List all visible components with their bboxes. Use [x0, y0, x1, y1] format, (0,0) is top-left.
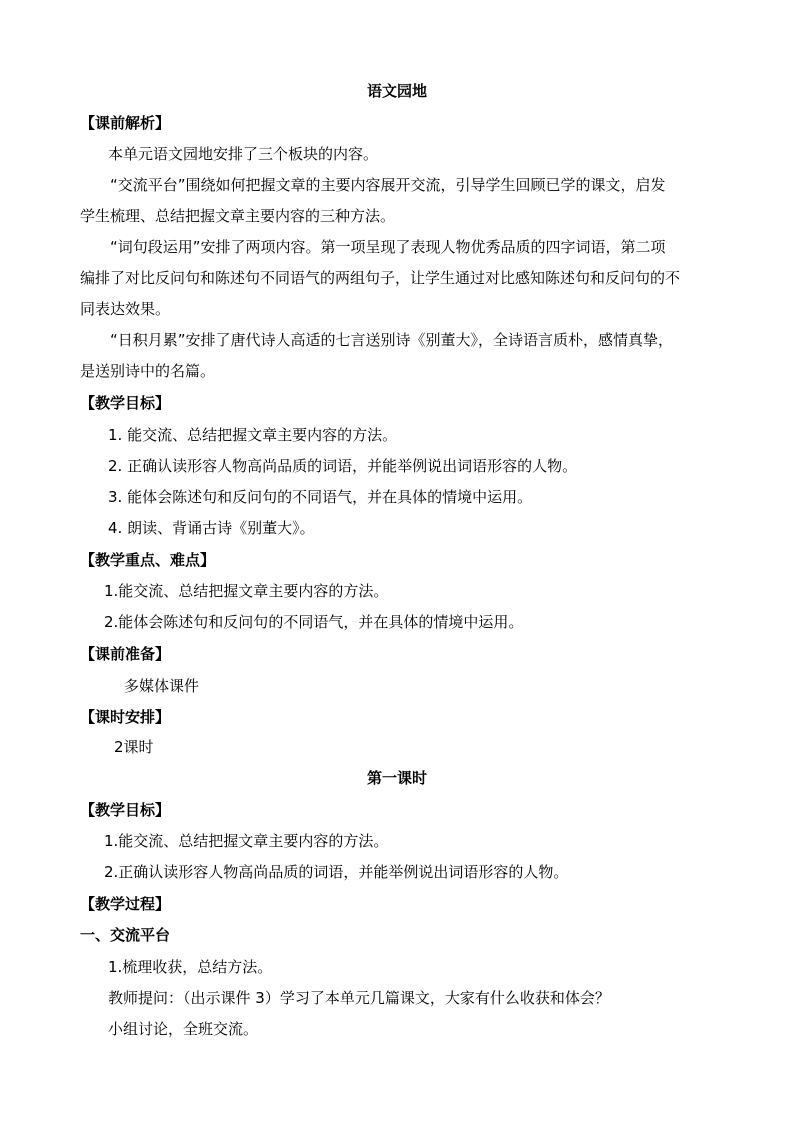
analysis-paragraph-3-line-3: 同表达效果。	[80, 300, 171, 318]
goal-item-2: 2. 正确认读形容人物高尚品质的词语，并能举例说出词语形容的人物。	[108, 457, 578, 475]
key-points-heading: 【教学重点、难点】	[80, 551, 216, 569]
analysis-paragraph-3-line-1: “词句段运用”安排了两项内容。第一项呈现了表现人物优秀品质的四字词语，第二项	[110, 238, 666, 256]
analysis-paragraph-4-line-1: “日积月累”安排了唐代诗人高适的七言送别诗《别董大》，全诗语言质朴，感情真挚，	[110, 331, 674, 349]
part-1-heading: 一、交流平台	[80, 926, 171, 944]
schedule-text: 2课时	[114, 738, 154, 756]
preparation-text: 多媒体课件	[124, 677, 200, 695]
analysis-paragraph-2-line-2: 学生梳理、总结把握文章主要内容的三种方法。	[80, 207, 396, 225]
analysis-paragraph-1: 本单元语文园地安排了三个板块的内容。	[108, 145, 379, 163]
goal-item-1: 1. 能交流、总结把握文章主要内容的方法。	[108, 426, 398, 444]
analysis-paragraph-3-line-2: 编排了对比反问句和陈述句不同语气的两组句子，让学生通过对比感知陈述句和反问句的不	[80, 269, 681, 287]
key-point-item-2: 2.能体会陈述句和反问句的不同语气，并在具体的情境中运用。	[104, 613, 524, 631]
lesson-1-goal-item-2: 2.正确认读形容人物高尚品质的词语，并能举例说出词语形容的人物。	[104, 863, 569, 881]
key-point-item-1: 1.能交流、总结把握文章主要内容的方法。	[104, 582, 389, 600]
lesson-1-goal-item-1: 1.能交流、总结把握文章主要内容的方法。	[104, 832, 389, 850]
preparation-heading: 【课前准备】	[80, 645, 171, 663]
analysis-paragraph-2-line-1: “交流平台”围绕如何把握文章的主要内容展开交流，引导学生回顾已学的课文，启发	[110, 176, 666, 194]
teacher-question-text: 教师提问：（出示课件 3）学习了本单元几篇课文，大家有什么收获和体会？	[108, 989, 610, 1007]
goal-item-3: 3. 能体会陈述句和反问句的不同语气，并在具体的情境中运用。	[108, 488, 533, 506]
analysis-heading: 【课前解析】	[80, 114, 171, 132]
discussion-text: 小组讨论，全班交流。	[108, 1020, 259, 1038]
analysis-paragraph-4-line-2: 是送别诗中的名篇。	[80, 362, 216, 380]
goal-item-4: 4. 朗读、背诵古诗《别董大》。	[108, 519, 315, 537]
step-1-text: 1.梳理收获，总结方法。	[108, 958, 273, 976]
lesson-1-goals-heading: 【教学目标】	[80, 801, 171, 819]
lesson-1-title: 第一课时	[366, 769, 427, 787]
document-title: 语文园地	[366, 82, 427, 100]
process-heading: 【教学过程】	[80, 895, 171, 913]
schedule-heading: 【课时安排】	[80, 708, 171, 726]
goals-heading: 【教学目标】	[80, 394, 171, 412]
